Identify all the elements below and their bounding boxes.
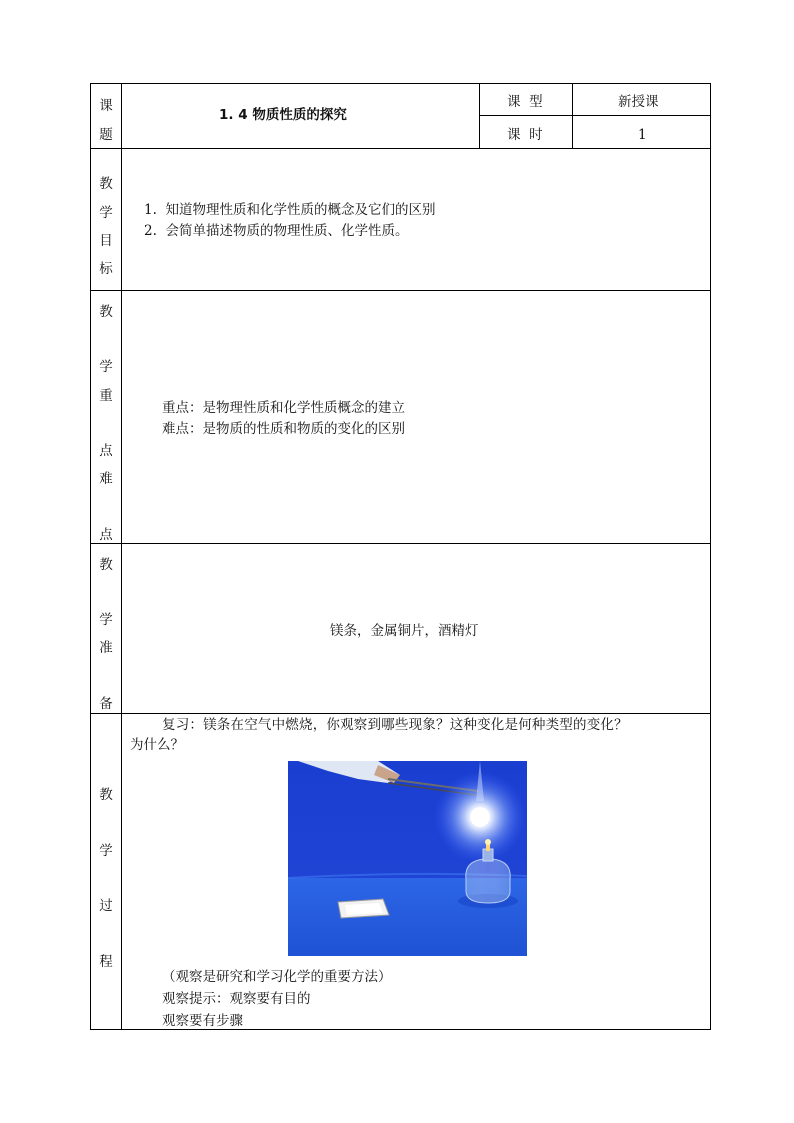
- objective-item: 1. 知道物理性质和化学性质的概念及它们的区别: [144, 202, 436, 218]
- label-char: 学: [99, 843, 113, 859]
- label-char: 过: [99, 898, 113, 914]
- label-column-divider: [121, 83, 122, 1030]
- observation-note: （观察是研究和学习化学的重要方法）: [162, 969, 392, 985]
- period-label: 课 时: [507, 127, 543, 143]
- row-divider: [90, 290, 711, 291]
- magnesium-burning-photo: [288, 761, 527, 956]
- header-divider: [479, 83, 480, 148]
- table-border-top: [90, 83, 711, 84]
- type-label: 课 型: [507, 94, 543, 110]
- label-char: 教: [99, 787, 113, 803]
- label-char: 备: [99, 696, 113, 712]
- label-char: 目: [99, 233, 113, 249]
- header-divider: [572, 83, 573, 148]
- magnesium-burning-icon: [288, 761, 527, 956]
- materials-list: 镁条，金属铜片，酒精灯: [330, 623, 479, 639]
- label-char: 程: [99, 954, 113, 970]
- label-char: 题: [99, 127, 113, 143]
- label-char: 点: [99, 527, 113, 543]
- row-divider: [90, 543, 711, 544]
- label-char: 学: [99, 205, 113, 221]
- label-char: 学: [99, 612, 113, 628]
- row-divider: [90, 148, 711, 149]
- type-value: 新授课: [618, 94, 659, 110]
- label-char: 教: [99, 304, 113, 320]
- label-char: 教: [99, 176, 113, 192]
- row-divider: [90, 713, 711, 714]
- label-char: 难: [99, 471, 113, 487]
- lesson-title: 1. 4 物质性质的探究: [219, 107, 347, 123]
- observation-tip: 观察要有步骤: [162, 1013, 243, 1029]
- label-char: 课: [99, 98, 113, 114]
- observation-tip: 观察提示：观察要有目的: [162, 991, 311, 1007]
- header-divider: [479, 115, 711, 116]
- label-char: 学: [99, 359, 113, 375]
- difficult-point: 难点：是物质的性质和物质的变化的区别: [162, 421, 405, 437]
- review-question: 复习：镁条在空气中燃烧，你观察到哪些现象？这种变化是何种类型的变化？: [162, 717, 628, 733]
- label-char: 教: [99, 557, 113, 573]
- label-char: 点: [99, 443, 113, 459]
- label-char: 重: [99, 388, 113, 404]
- label-char: 标: [99, 261, 113, 277]
- period-value: 1: [638, 127, 647, 143]
- key-point: 重点：是物理性质和化学性质概念的建立: [162, 400, 405, 416]
- label-char: 准: [99, 640, 113, 656]
- review-question-cont: 为什么？: [130, 737, 184, 753]
- table-border-right: [710, 83, 711, 1030]
- objective-item: 2. 会简单描述物质的物理性质、化学性质。: [144, 223, 409, 239]
